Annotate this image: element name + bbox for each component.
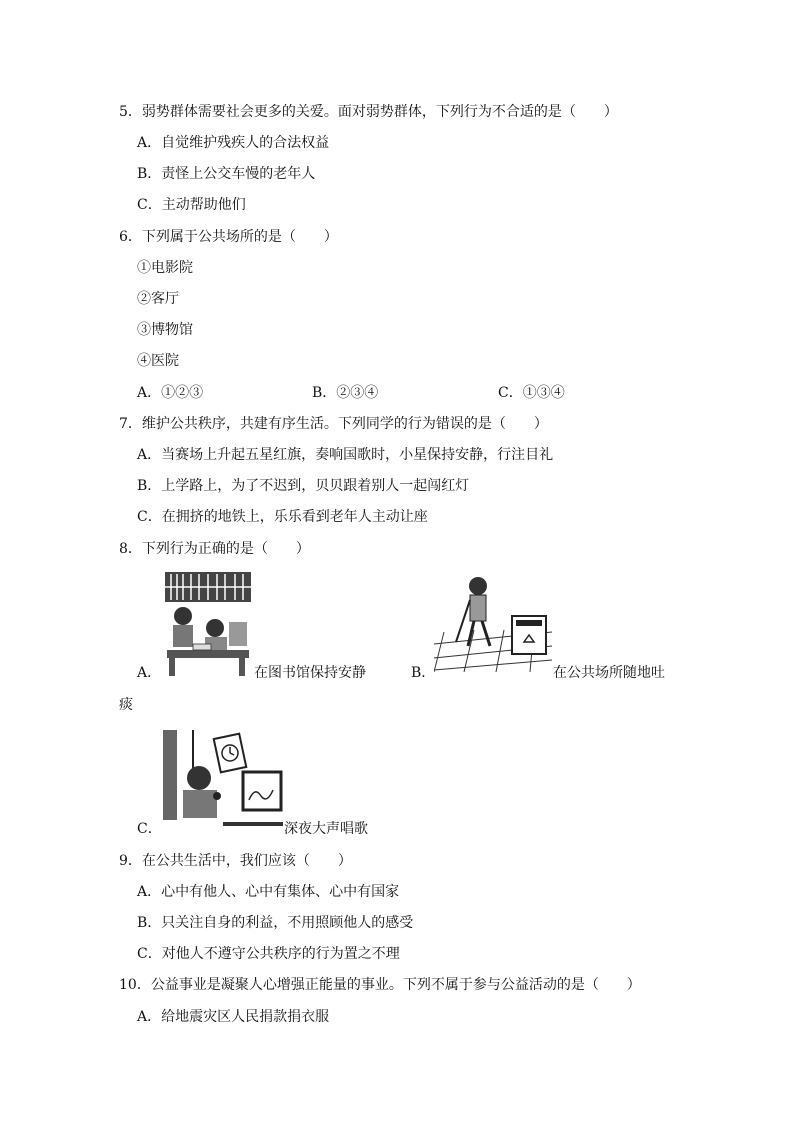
singing-illustration: [163, 730, 283, 830]
q8-option-c-letter: C．: [137, 821, 162, 837]
q8-option-c-text: 深夜大声唱歌: [284, 821, 368, 837]
q8-option-b-letter: B．: [411, 665, 436, 681]
q5-option-a: A．自觉维护残疾人的合法权益: [137, 135, 330, 151]
spitting-illustration: [434, 572, 552, 672]
q8-stem: 8．下列行为正确的是（ ）: [119, 541, 310, 557]
q8-option-b-text: 在公共场所随地吐: [553, 665, 665, 681]
q10-stem: 10．公益事业是凝聚人心增强正能量的事业。下列不属于参与公益活动的是（ ）: [119, 977, 641, 993]
q6-item-3: ③博物馆: [137, 322, 193, 338]
q7-option-c: C．在拥挤的地铁上，乐乐看到老年人主动让座: [137, 509, 428, 525]
q8-option-b-text-wrap: 痰: [119, 697, 133, 713]
q6-option-a: A．①②③: [137, 385, 204, 401]
q5-stem: 5．弱势群体需要社会更多的关爱。面对弱势群体，下列行为不合适的是（ ）: [119, 104, 618, 120]
q7-option-b: B．上学路上，为了不迟到，贝贝跟着别人一起闯红灯: [137, 478, 470, 494]
q8-option-a-letter: A．: [137, 665, 162, 681]
q9-option-c: C．对他人不遵守公共秩序的行为置之不理: [137, 946, 400, 962]
q8-option-a-text: 在图书馆保持安静: [254, 665, 366, 681]
q9-option-b: B．只关注自身的利益，不用照顾他人的感受: [137, 915, 414, 931]
q9-stem: 9．在公共生活中，我们应该（ ）: [119, 853, 352, 869]
q10-option-a: A．给地震灾区人民捐款捐衣服: [137, 1009, 330, 1025]
q6-option-b: B．②③④: [312, 385, 379, 401]
q6-item-4: ④医院: [137, 353, 179, 369]
q5-option-c: C．主动帮助他们: [137, 197, 246, 213]
q7-stem: 7．维护公共秩序，共建有序生活。下列同学的行为错误的是（ ）: [119, 416, 548, 432]
q5-option-b: B．责怪上公交车慢的老年人: [137, 166, 316, 182]
q6-item-1: ①电影院: [137, 260, 193, 276]
q9-option-a: A．心中有他人、心中有集体、心中有国家: [137, 884, 400, 900]
q6-stem: 6．下列属于公共场所的是（ ）: [119, 229, 338, 245]
q6-item-2: ②客厅: [137, 291, 179, 307]
library-illustration: [163, 570, 253, 678]
q6-option-c: C．①③④: [498, 385, 565, 401]
q7-option-a: A．当赛场上升起五星红旗，奏响国歌时，小星保持安静，行注目礼: [137, 447, 554, 463]
